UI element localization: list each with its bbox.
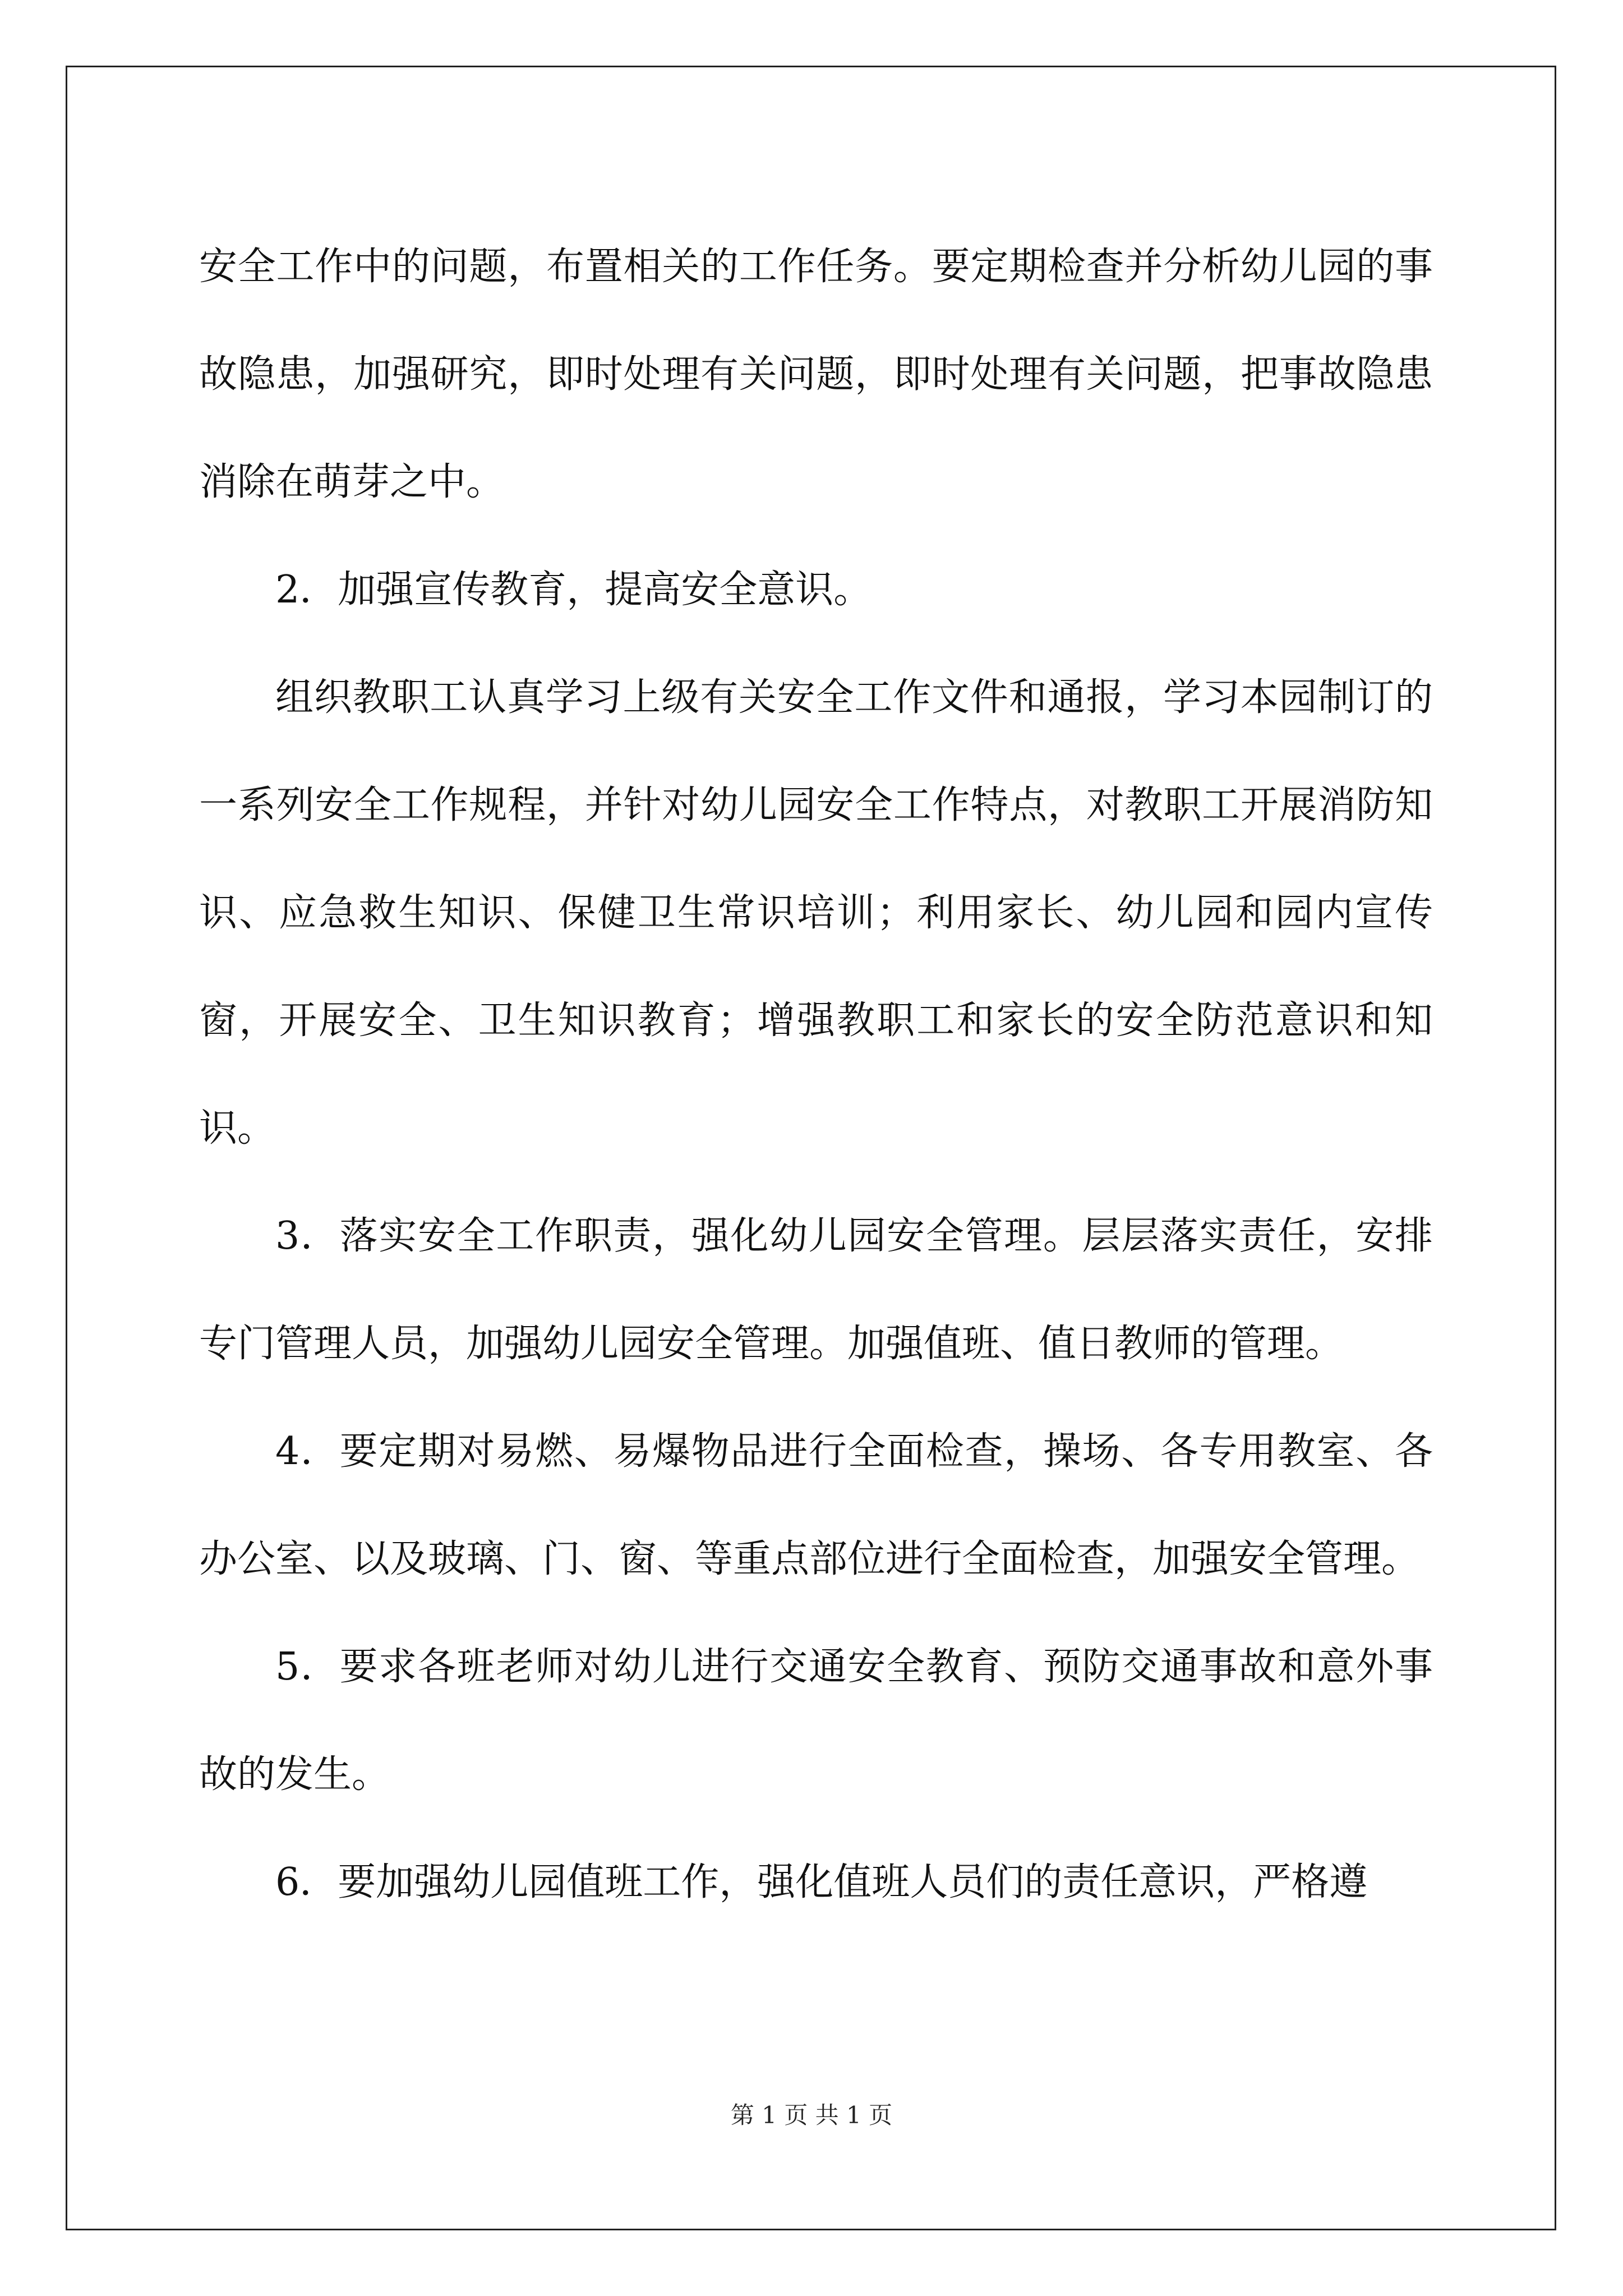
paragraph-4: 3．落实安全工作职责，强化幼儿园安全管理。层层落实责任，安排专门管理人员，加强幼儿园安全管理。加强值班、值日教师的管理。 xyxy=(199,1214,1433,1366)
paragraph-2: 2．加强宣传教育，提高安全意识。 xyxy=(275,568,872,612)
document-body xyxy=(199,213,1433,1936)
paragraph-1: 安全工作中的问题，布置相关的工作任务。要定期检查并分析幼儿园的事故隐患，加强研究，即时处理有关问题，即时处理有关问题，把事故隐患消除在萌芽之中。 xyxy=(199,245,1433,504)
paragraph-7: 6．要加强幼儿园值班工作，强化值班人员们的责任意识，严格遵 xyxy=(275,1860,1368,1904)
page-footer: 第 1 页 共 1 页 xyxy=(730,2101,893,2129)
paragraph-5: 4．要定期对易燃、易爆物品进行全面检查，操场、各专用教室、各办公室、以及玻璃、门、窗、等重点部位进行全面检查，加强安全管理。 xyxy=(199,1429,1433,1581)
paragraph-3: 组织教职工认真学习上级有关安全工作文件和通报，学习本园制订的一系列安全工作规程，并针对幼儿园安全工作特点，对教职工开展消防知识、应急救生知识、保健卫生常识培训；利用家长、幼儿园和园内宣传窗，开展安全、卫生知识教育；增强教职工和家长的安全防范意识和知识。 xyxy=(199,675,1433,1151)
paragraph-6: 5．要求各班老师对幼儿进行交通安全教育、预防交通事故和意外事故的发生。 xyxy=(199,1645,1433,1797)
